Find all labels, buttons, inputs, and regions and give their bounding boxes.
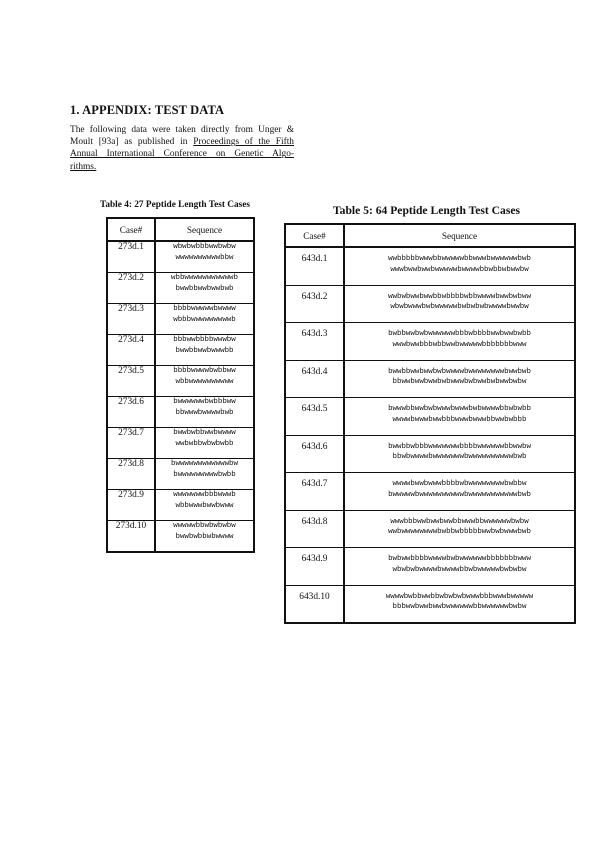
sequence-line-2: bwwbbwwbwwbwb [175, 284, 234, 293]
sequence-line-1: bwwwwwwbwbbbww [173, 398, 236, 406]
case-id-cell: 643d.4 [285, 360, 344, 398]
table-row [107, 366, 254, 397]
sequence-line-2: bwwwwwbwwwwwwwwwwbwwwwwwwwwwwbwb [388, 490, 531, 499]
table-row [285, 473, 575, 511]
table-row [285, 398, 575, 436]
intro-line-2-text: Moult [93a] as published in [70, 137, 194, 148]
sequence-line-1: wwwwwbbwbwbwbw [173, 522, 236, 530]
proceedings-reference-link: Proceedings of the Fifth [193, 137, 294, 148]
case-id-cell: 273d.9 [107, 490, 155, 521]
table5-sequence-header: Sequence [344, 224, 575, 247]
case-id-cell: 643d.2 [285, 285, 344, 323]
table-row [285, 548, 575, 586]
sequence-line-2: wbbwwwwwwwwww [175, 377, 234, 386]
sequence-cell [155, 273, 254, 304]
table-row [107, 273, 254, 304]
sequence-line-2: bwwbwbbwbwwww [175, 532, 234, 541]
case-id-cell: 273d.3 [107, 304, 155, 335]
sequence-cell [155, 459, 254, 490]
case-id-cell: 273d.8 [107, 459, 155, 490]
case-id-cell: 273d.7 [107, 428, 155, 459]
table4 [106, 217, 255, 553]
case-id-cell: 643d.9 [285, 548, 344, 586]
sequence-line-1: wwwwwwwbbbwwwb [173, 491, 236, 499]
table4-header-row [107, 218, 254, 241]
sequence-line-1: wwwbbbwwbwwbwwbbwwwbbwwwwwwbwbw [390, 517, 529, 526]
sequence-cell [344, 285, 575, 323]
table-row [107, 241, 254, 273]
table-row [285, 360, 575, 398]
sequence-cell [344, 247, 575, 285]
case-id-cell: 273d.5 [107, 366, 155, 397]
sequence-cell [155, 397, 254, 428]
sequence-cell [155, 366, 254, 397]
sequence-line-2: wwwwbwwwbwwbbbwwwbwwwbbwwbwbbb [392, 415, 527, 424]
sequence-line-2: bwwwwwwwwwbwbb [173, 470, 236, 479]
table-row [107, 521, 254, 553]
sequence-cell [344, 360, 575, 398]
sequence-line-1: bwbbwwbwbwwwwwwbbbwbbbbwwbwwbwbb [388, 330, 531, 338]
table5-caption: Table 5: 64 Peptide Length Test Cases [333, 204, 521, 217]
sequence-cell [155, 335, 254, 366]
case-id-cell: 643d.10 [285, 585, 344, 623]
case-id-cell: 643d.7 [285, 473, 344, 511]
case-id-cell: 643d.5 [285, 398, 344, 436]
intro-line-4: rithms. [70, 161, 97, 172]
sequence-line-2: bbwwbwwbwwbwbwwwbwbwwbwbwwbwbw [392, 378, 527, 387]
table5-header-row [285, 224, 575, 247]
sequence-line-1: bwwwwwwwwwwwwbw [171, 460, 238, 468]
sequence-cell [155, 241, 254, 273]
sequence-line-2: wbwbwwwbwbwwwwwbwbwbwbwwwwbwwbw [390, 303, 529, 312]
intro-line-3: Annual International Conference on Genetic Algo- [70, 149, 294, 160]
sequence-line-2: bwwbbwwbwwwbb [175, 346, 234, 355]
sequence-line-2: wbwbwbwwwwbwwwwbbwbwwwwwbwbwbw [392, 565, 527, 574]
sequence-line-1: wwbbbbbwwwbbwwwwwbbwwwbwwwwwwbwb [388, 255, 531, 263]
sequence-line-2: wbbbwwwwwwwwwb [173, 315, 236, 324]
table-row [285, 435, 575, 473]
table-row [107, 459, 254, 490]
table-row [285, 585, 575, 623]
sequence-cell [155, 490, 254, 521]
sequence-line-2: wwbwwwwwwwwbwbbwbbbbbwwbwbwwwbwb [388, 528, 531, 537]
table5-case-header: Case# [285, 224, 344, 247]
table-row [107, 335, 254, 366]
table-row [107, 428, 254, 459]
sequence-line-1: bwbwwbbbbwwwwbwbwwwwwwbbbbbbbwww [388, 555, 531, 563]
table-row [107, 304, 254, 335]
table-row [285, 285, 575, 323]
sequence-cell [155, 521, 254, 553]
case-id-cell: 273d.10 [107, 521, 155, 553]
sequence-line-1: bbbbwwwwbwbbww [173, 367, 236, 375]
sequence-line-1: wwbwbwwbwwbbwbbbbwbbwwwwbwwbwbww [388, 292, 531, 301]
sequence-line-1: bwwbwbbwwbwwww [173, 429, 236, 437]
table-row [107, 397, 254, 428]
section-heading: 1. APPENDIX: TEST DATA [70, 103, 225, 117]
sequence-line-2: wwwbwwbwwbwwwwwbwwwwbbwbbwbwwbw [390, 265, 529, 274]
sequence-line-2: bbwbwwwwbwwwwwwwbwwwwwwwwwwbwb [392, 453, 527, 462]
intro-line-1: The following data were taken directly from Unger & [70, 125, 294, 135]
sequence-line-2: bbbwwbwwbwwbwwwwwwbbwwwwwwbwbw [392, 603, 527, 612]
case-id-cell: 643d.8 [285, 510, 344, 548]
sequence-line-1: wwwwbwbbwwbbwbwbwbwwwbbbwwwbwwwww [385, 592, 534, 601]
case-id-cell: 273d.6 [107, 397, 155, 428]
sequence-line-1: bbbwwbbbbwwwbw [173, 336, 236, 344]
case-id-cell: 273d.4 [107, 335, 155, 366]
intro-paragraph [70, 124, 294, 173]
sequence-cell [155, 304, 254, 335]
sequence-cell [344, 435, 575, 473]
table5 [284, 223, 576, 624]
table-row [285, 247, 575, 285]
sequence-line-2: wbbwwwbwwbwww [175, 501, 234, 510]
sequence-cell [344, 473, 575, 511]
sequence-cell [344, 398, 575, 436]
sequence-line-1: wwwwbwwbwwwbbbbwbwwwwwwwwbwbbw [392, 480, 527, 488]
sequence-line-1: wbwbwbbbwwbwbw [173, 243, 236, 251]
sequence-line-2: wwwwwwwwwwbbw [175, 253, 234, 262]
table-row [285, 323, 575, 361]
case-id-cell: 273d.2 [107, 273, 155, 304]
case-id-cell: 643d.1 [285, 247, 344, 285]
intro-line-2 [70, 136, 294, 148]
sequence-line-2: wwwbwwbbbwbbwwbwwwwwbbbbbbbwww [392, 340, 527, 349]
sequence-cell [344, 548, 575, 586]
sequence-line-2: wwbwbbwbwbwbb [175, 439, 234, 448]
case-id-cell: 643d.6 [285, 435, 344, 473]
case-id-cell: 643d.3 [285, 323, 344, 361]
table-row [285, 510, 575, 548]
sequence-cell [344, 323, 575, 361]
table4-caption: Table 4: 27 Peptide Length Test Cases [100, 200, 250, 210]
sequence-line-1: bwwbbwbbbwwwwwwwbbbbwwwwwwbbwwbw [388, 442, 531, 451]
sequence-line-1: bwwwbbwwbwbwwwbwwwbwbwwwwbbwbwbb [388, 405, 531, 413]
sequence-cell [344, 585, 575, 623]
sequence-cell [344, 510, 575, 548]
sequence-line-2: bbwwwbwwwwbwb [175, 408, 234, 417]
sequence-cell [155, 428, 254, 459]
sequence-line-1: wbbwwwwwwwwwwwb [171, 274, 238, 282]
table4-case-header: Case# [107, 218, 155, 241]
sequence-line-1: bbbbwwwwwbwwww [173, 305, 236, 313]
case-id-cell: 273d.1 [107, 241, 155, 273]
table4-sequence-header: Sequence [155, 218, 254, 241]
table-row [107, 490, 254, 521]
sequence-line-1: bwwbbwwbwwbwbwwwwbwwwwwwwwbwwbwb [388, 367, 531, 376]
